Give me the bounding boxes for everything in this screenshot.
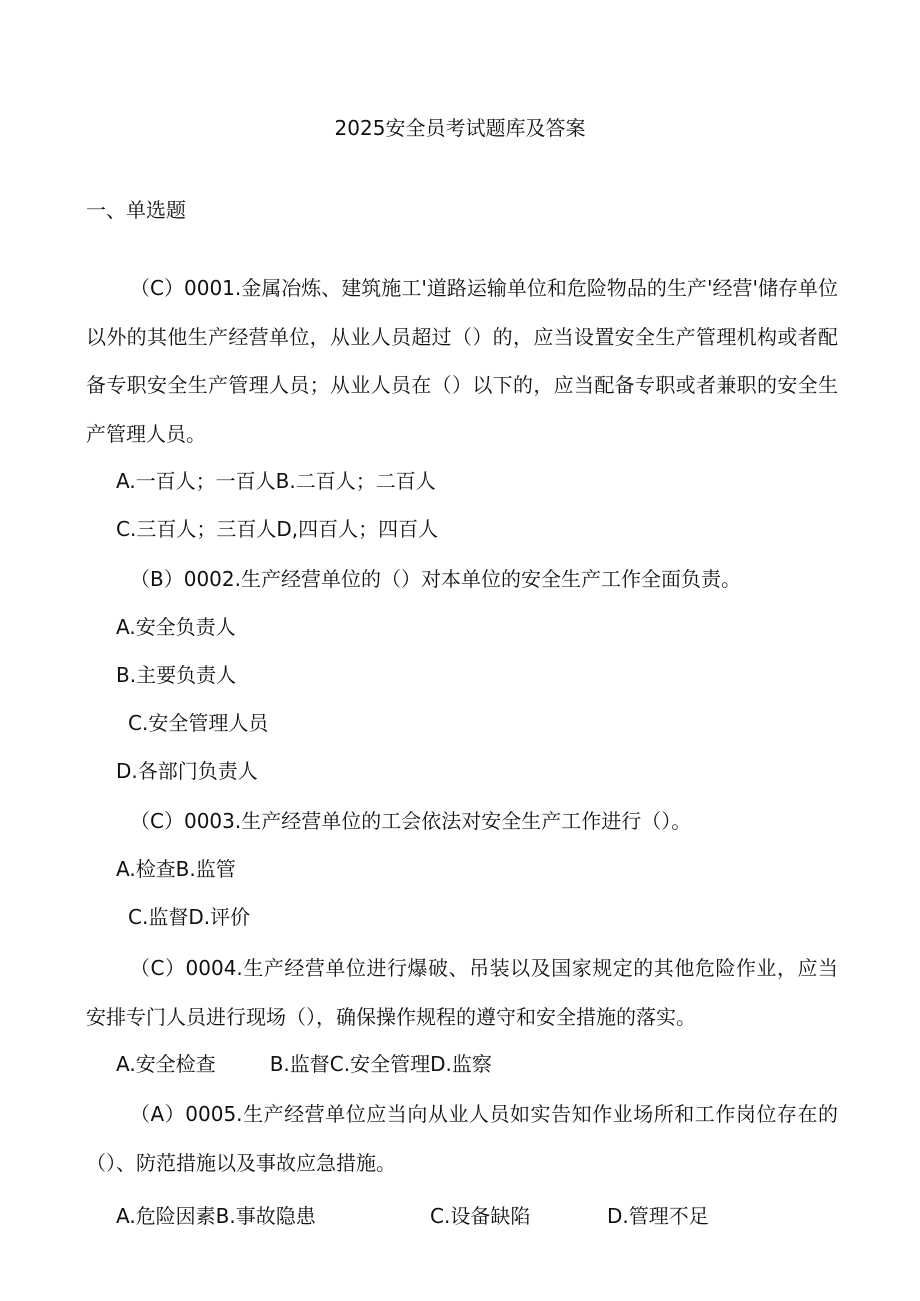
option-line: A.一百人；一百人B.二百人；二百人 [116,469,436,493]
option-part: A.危险因素B.事故隐患 [116,1204,316,1228]
question-text: （B）0002.生产经营单位的（）对本单位的安全生产工作全面负责。 [130,567,741,591]
option-line: C.三百人；三百人D,四百人；四百人 [116,517,439,541]
option-part: D.管理不足 [607,1204,709,1228]
question-text: （C）0003.生产经营单位的工会依法对安全生产工作进行（）。 [130,809,692,833]
option-line: B.主要负责人 [116,663,237,687]
option-part: C.设备缺陷 [430,1204,531,1228]
option-line: C.安全管理人员 [128,711,269,735]
option-part: A.安全检查 [116,1052,216,1076]
option-part: B.监督C.安全管理D.监察 [269,1052,492,1076]
option-line: C.监督D.评价 [128,905,251,929]
option-line [116,1202,316,1230]
option-line: A.安全负责人 [116,615,236,639]
question-text: （C）0004.生产经营单位进行爆破、吊装以及国家规定的其他危险作业，应当安排专门人员进行现场（），确保操作规程的遵守和安全措施的落实。 [86,956,838,1029]
question-text: （C）0001.金属冶炼、建筑施工'道路运输单位和危险物品的生产'经营'储存单位以外的其他生产经营单位，从业人员超过（）的，应当设置安全生产管理机构或者配备专职安全生产管理人员；从业人员在（）以下的，应当配备专职或者兼职的安全生产管理人员。 [86,276,838,446]
question-text: （A）0005.生产经营单位应当向从业人员如实告知作业场所和工作岗位存在的（）、防范措施以及事故应急措施。 [86,1102,838,1175]
option-line: D.各部门负责人 [116,759,258,783]
section-heading: 一、单选题 [86,198,186,222]
option-line [116,1050,492,1078]
option-line [607,1202,709,1230]
option-line [430,1202,530,1230]
option-line: A.检查B.监管 [116,857,236,881]
document-title: 2025安全员考试题库及答案 [334,116,586,140]
